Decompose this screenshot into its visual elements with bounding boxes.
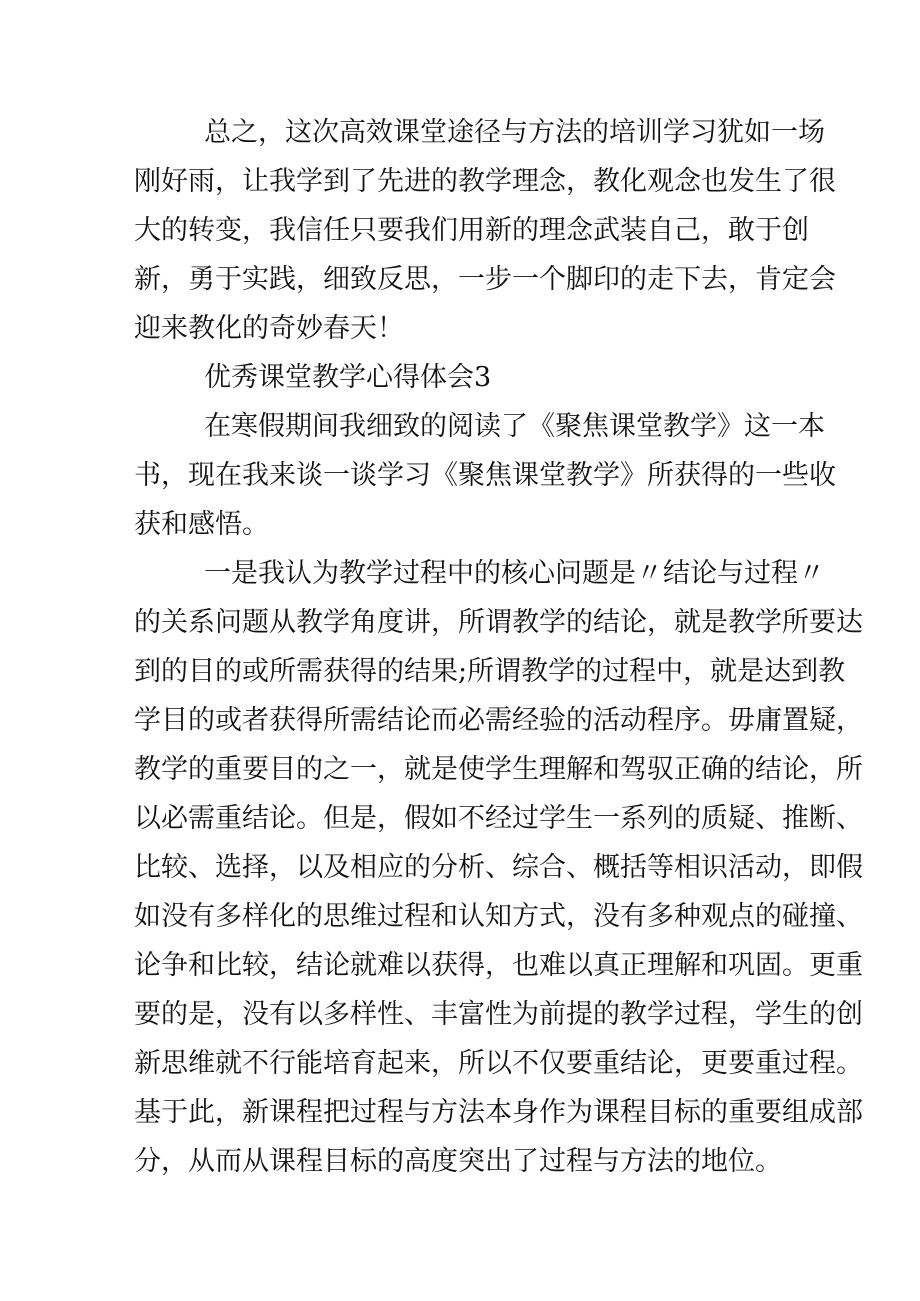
paragraph-line: 以必需重结论。但是，假如不经过学生一系列的质疑、推断、 [134, 803, 863, 834]
paragraph-line: 学目的或者获得所需结论而必需经验的活动程序。毋庸置疑， [134, 705, 863, 736]
paragraph-line: 大的转变，我信任只要我们用新的理念武装自己，敢于创 [134, 215, 809, 246]
paragraph-line: 一是我认为教学过程中的核心问题是〃结论与过程〃 [204, 558, 825, 589]
paragraph-line: 的关系问题从教学角度讲，所谓教学的结论，就是教学所要达 [134, 607, 863, 638]
paragraph-line: 迎来教化的奇妙春天！ [134, 313, 404, 344]
paragraph-line: 要的是，没有以多样性、丰富性为前提的教学过程，学生的创 [134, 999, 863, 1030]
section-heading: 优秀课堂教学心得体会3 [204, 362, 492, 393]
paragraph-line: 新思维就不行能培育起来，所以不仅要重结论，更要重过程。 [134, 1048, 863, 1079]
paragraph-line: 基于此，新课程把过程与方法本身作为课程目标的重要组成部 [134, 1097, 863, 1128]
paragraph-line: 教学的重要目的之一，就是使学生理解和驾驭正确的结论，所 [134, 754, 863, 785]
paragraph-line: 分，从而从课程目标的高度突出了过程与方法的地位。 [134, 1146, 782, 1177]
paragraph-line: 刚好雨，让我学到了先进的教学理念，教化观念也发生了很 [134, 166, 836, 197]
paragraph-line: 论争和比较，结论就难以获得，也难以真正理解和巩固。更重 [134, 950, 863, 981]
paragraph-line: 如没有多样化的思维过程和认知方式，没有多种观点的碰撞、 [134, 901, 863, 932]
paragraph-line: 比较、选择，以及相应的分析、综合、概括等相识活动，即假 [134, 852, 863, 883]
paragraph-line: 获和感悟。 [134, 509, 269, 540]
paragraph-line: 到的目的或所需获得的结果;所谓教学的过程中，就是达到教 [134, 656, 846, 687]
paragraph-line: 新，勇于实践，细致反思，一步一个脚印的走下去，肯定会 [134, 264, 836, 295]
paragraph-line: 在寒假期间我细致的阅读了《聚焦课堂教学》这一本 [204, 411, 825, 442]
paragraph-line: 总之，这次高效课堂途径与方法的培训学习犹如一场 [204, 117, 825, 148]
paragraph-line: 书，现在我来谈一谈学习《聚焦课堂教学》所获得的一些收 [134, 460, 836, 491]
